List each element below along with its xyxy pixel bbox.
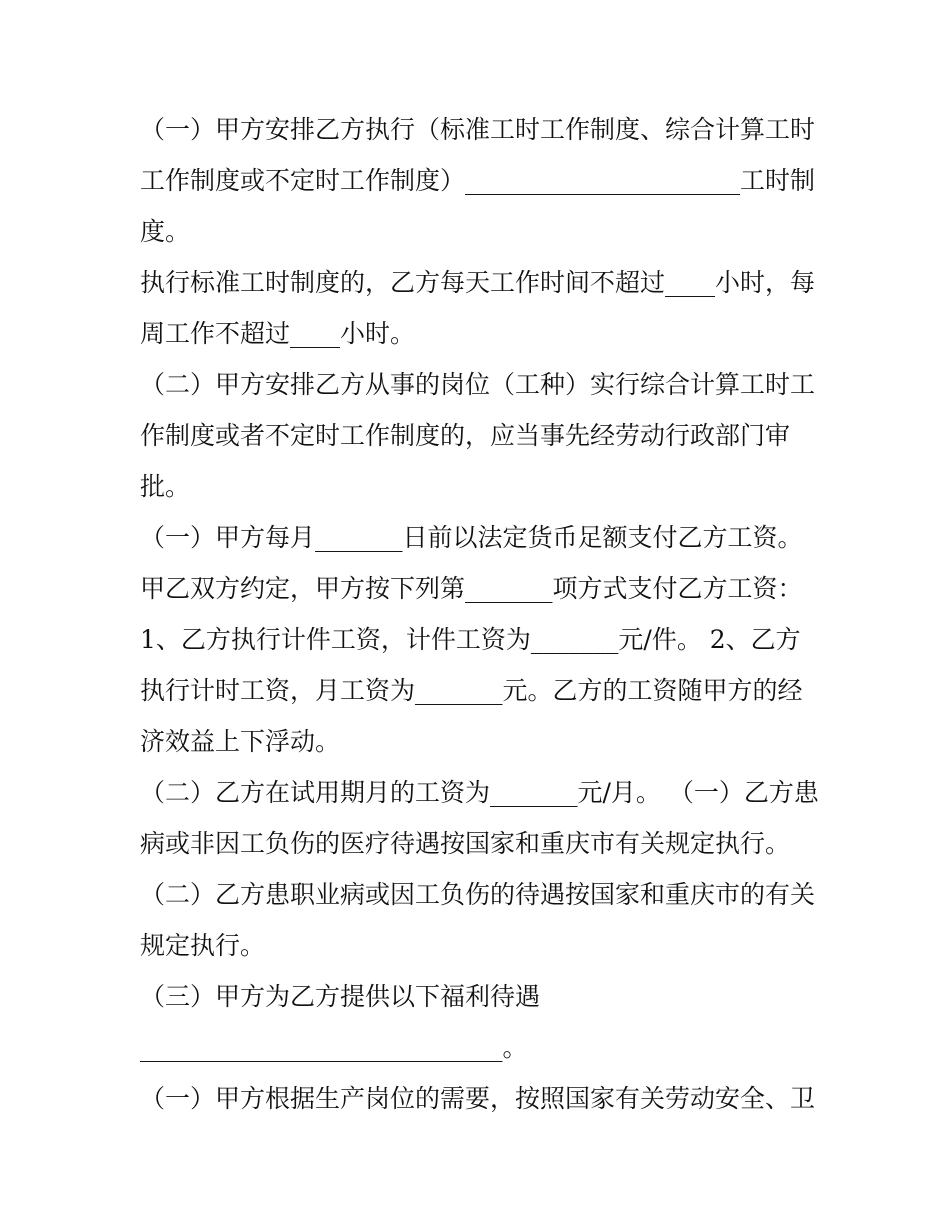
paragraph-safety: （一）甲方根据生产岗位的需要，按照国家有关劳动安全、卫 — [140, 1084, 816, 1113]
paragraph-working-hours-system: （一）甲方安排乙方执行（标准工时工作制度、综合计算工时工作制度或不定时工作制度）______________________工时制度。 — [140, 115, 816, 246]
paragraph-pay-method: 甲乙双方约定，甲方按下列第_______项方式支付乙方工资： — [140, 574, 803, 603]
paragraph-wage-types: 1、乙方执行计件工资，计件工资为_______元/件。 2、乙方执行计时工资，月工资为_______元。乙方的工资随甲方的经济效益上下浮动。 — [140, 625, 803, 756]
paragraph-welfare-blank: _____________________________。 — [140, 1033, 528, 1062]
paragraph-welfare: （三）甲方为乙方提供以下福利待遇 — [140, 982, 541, 1011]
paragraph-occupational-injury: （二）乙方患职业病或因工负伤的待遇按国家和重庆市的有关规定执行。 — [140, 880, 816, 960]
document-body — [140, 104, 820, 1124]
paragraph-pay-date: （一）甲方每月_______日前以法定货币足额支付乙方工资。 — [140, 523, 803, 552]
paragraph-probation-wage: （二）乙方在试用期月的工资为_______元/月。 （一）乙方患病或非因工负伤的医疗待遇按国家和重庆市有关规定执行。 — [140, 778, 819, 858]
paragraph-standard-hours: 执行标准工时制度的，乙方每天工作时间不超过____小时，每周工作不超过____小时。 — [140, 268, 816, 348]
paragraph-approval: （二）甲方安排乙方从事的岗位（工种）实行综合计算工时工作制度或者不定时工作制度的，应当事先经劳动行政部门审批。 — [140, 370, 816, 501]
